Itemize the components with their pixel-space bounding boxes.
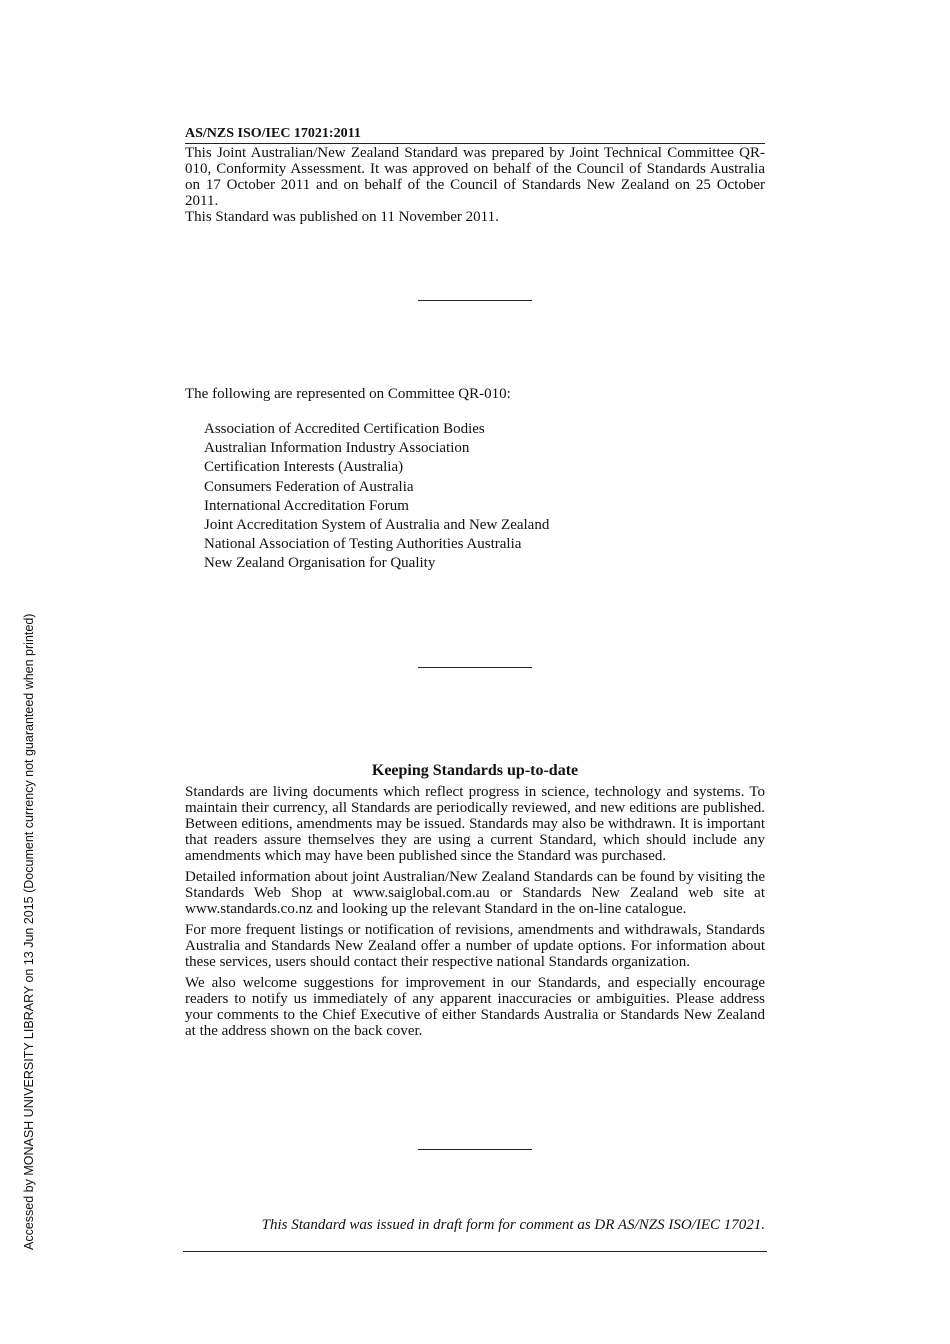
preparation-block: [185, 145, 765, 225]
keeping-up-to-date-body: [185, 784, 765, 1044]
section-divider: [418, 1149, 532, 1150]
preparation-paragraph: This Joint Australian/New Zealand Standard was prepared by Joint Technical Committee QR-010, Conformity Assessment. It was approved on behalf of the Council of Standards Australia on 17 October 2011 and on behalf of the Council of Standards New Zealand on 25 October 2011.: [185, 145, 765, 209]
committee-member: Joint Accreditation System of Australia and New Zealand: [204, 517, 550, 534]
body-paragraph: We also welcome suggestions for improvement in our Standards, and especially encourage readers to notify us immediately of any apparent inaccuracies or ambiguities. Please address your comments to the Chief Executive of either Standards Australia or Standards New Zealand at the address shown on the back cover.: [185, 975, 765, 1039]
committee-member: National Association of Testing Authorities Australia: [204, 536, 522, 553]
section-divider: [418, 300, 532, 301]
committee-member: Association of Accredited Certification Bodies: [204, 421, 485, 437]
committee-member: New Zealand Organisation for Quality: [204, 555, 436, 572]
body-paragraph: Standards are living documents which reflect progress in science, technology and systems. To maintain their currency, all Standards are periodically reviewed, and new editions are published. Between editions, amendments may be issued. Standards may also be withdrawn. It is important that readers assure themselves they are using a current Standard, which should include any amendments which may have been published since the Standard was purchased.: [185, 784, 765, 864]
access-watermark-text: Accessed by MONASH UNIVERSITY LIBRARY on 13 Jun 2015 (Document currency not guaranteed when printed): [22, 613, 36, 1250]
footer-rule: [183, 1251, 767, 1252]
draft-note: This Standard was issued in draft form for comment as DR AS/NZS ISO/IEC 17021.: [261, 1217, 765, 1233]
publication-date-line: This Standard was published on 11 November 2011.: [185, 209, 499, 225]
committee-member: Certification Interests (Australia): [204, 459, 404, 476]
standard-identifier: AS/NZS ISO/IEC 17021:2011: [185, 126, 765, 144]
body-paragraph: Detailed information about joint Australian/New Zealand Standards can be found by visiting the Standards Web Shop at www.saiglobal.com.au or Standards New Zealand web site at www.standards.co.nz and looking up the relevant Standard in the on-line catalogue.: [185, 869, 765, 917]
committee-member: Consumers Federation of Australia: [204, 478, 414, 495]
committee-member: International Accreditation Forum: [204, 497, 409, 514]
body-paragraph: For more frequent listings or notification of revisions, amendments and withdrawals, Standards Australia and Standards New Zealand offer a number of update options. For information about these services, users should contact their respective national Standards organization.: [185, 922, 765, 970]
section-divider: [418, 667, 532, 668]
committee-member-list: [204, 420, 549, 574]
committee-member: Australian Information Industry Association: [204, 440, 470, 457]
keeping-up-to-date-heading: Keeping Standards up-to-date: [371, 762, 579, 779]
committee-intro: The following are represented on Committee QR-010:: [185, 386, 511, 402]
